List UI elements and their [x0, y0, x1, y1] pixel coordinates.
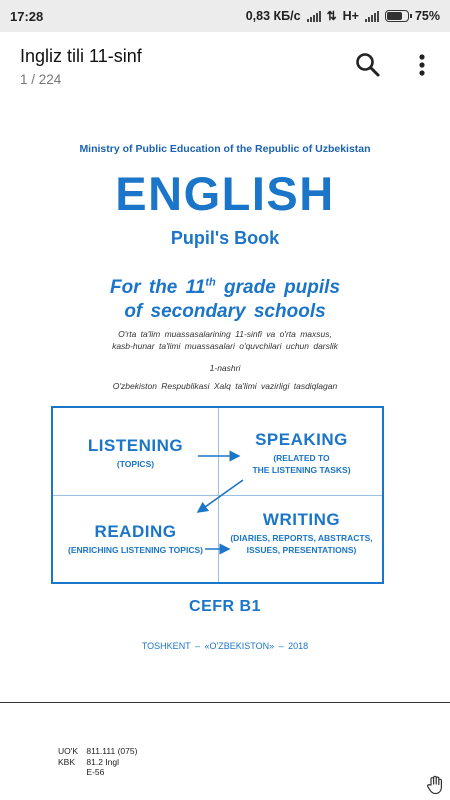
page-indicator: 1 / 224	[20, 72, 62, 87]
audience-line	[0, 271, 450, 324]
speaking-title: SPEAKING	[255, 430, 348, 449]
status-bar	[0, 0, 450, 32]
audience-line-2: of secondary schools	[124, 301, 326, 323]
arrow-speaking-to-reading	[198, 480, 243, 512]
audience-line-1: For the 11th grade pupils	[109, 277, 341, 299]
listening-title: LISTENING	[87, 436, 184, 455]
skills-grid	[51, 406, 384, 584]
book-title: ENGLISH	[115, 167, 335, 220]
reading-sub: (ENRICHING LISTENING TOPICS)	[68, 545, 203, 555]
search-button[interactable]	[353, 50, 383, 80]
approval-line: O'zbekiston Respublikasi Xalq ta'limi vazirligi tasdiqlagan	[112, 381, 338, 391]
battery-icon	[385, 10, 409, 22]
battery-percent: 75%	[414, 9, 440, 23]
app-bar	[0, 32, 450, 98]
pdf-page-2-codes	[58, 746, 137, 778]
ministry-line: Ministry of Public Education of the Republic of Uzbekistan	[79, 143, 371, 155]
kbk-code: KBK 81.2 Ingl	[58, 756, 119, 767]
edition-label: 1-nashri	[209, 363, 241, 373]
page-separator	[0, 702, 450, 703]
search-icon	[353, 50, 383, 80]
book-subtitle: Pupil's Book	[170, 228, 280, 248]
flow-arrows	[53, 408, 386, 586]
more-options-button[interactable]	[410, 50, 434, 80]
listening-sub: (TOPICS)	[116, 459, 155, 469]
signal-icon	[307, 11, 321, 22]
more-vert-icon	[410, 50, 434, 80]
reading-title: READING	[94, 522, 177, 541]
publisher-line: TOSHKENT – «O'ZBEKISTON» – 2018	[141, 641, 309, 651]
pdf-page-cover[interactable]	[0, 98, 450, 702]
speaking-sub: (RELATED TO THE LISTENING TASKS)	[252, 453, 351, 475]
writing-sub: (DIARIES, REPORTS, ABSTRACTS, ISSUES, PRESENTATIONS)	[230, 533, 373, 555]
writing-title: WRITING	[262, 510, 341, 529]
hand-tool-icon[interactable]	[426, 775, 444, 795]
catalog-code: E-56	[86, 767, 105, 777]
status-time: 17:28	[10, 8, 44, 24]
document-title: Ingliz tili 11-sinf	[20, 46, 142, 66]
udk-code: UO'K 811.111 (075)	[58, 746, 138, 756]
signal-icon-2	[365, 11, 379, 22]
uzbek-description: O'rta ta'lim muassasalarining 11-sinfi va o'rta maxsus, kasb-hunar ta'limi muassasalari o'quvchilari uchun darslik	[112, 329, 338, 351]
cefr-level: CEFR B1	[189, 598, 261, 615]
network-speed: 0,83 КБ/с	[245, 9, 301, 23]
data-transfer-icon: ⇅	[326, 9, 337, 23]
status-indicators	[246, 9, 440, 23]
network-type: H+	[342, 9, 359, 23]
